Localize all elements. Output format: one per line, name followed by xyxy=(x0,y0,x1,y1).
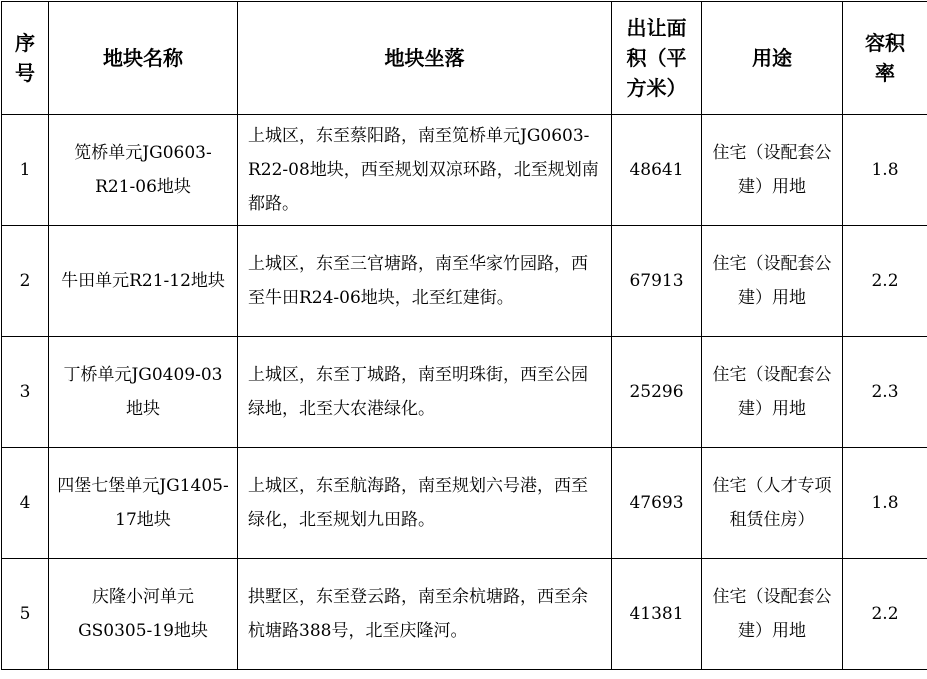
cell-name: 丁桥单元JG0409-03地块 xyxy=(49,337,238,448)
cell-far: 1.8 xyxy=(843,448,927,559)
land-parcel-table xyxy=(1,1,927,670)
table-row xyxy=(2,337,927,448)
header-use: 用途 xyxy=(702,2,843,115)
cell-name: 四堡七堡单元JG1405-17地块 xyxy=(49,448,238,559)
cell-use: 住宅（设配套公建）用地 xyxy=(702,559,843,670)
cell-use: 住宅（设配套公建）用地 xyxy=(702,115,843,226)
cell-location: 上城区，东至三官塘路，南至华家竹园路，西至牛田R24-06地块，北至红建街。 xyxy=(238,226,612,337)
cell-far: 2.3 xyxy=(843,337,927,448)
header-seq: 序号 xyxy=(2,2,49,115)
cell-use: 住宅（设配套公建）用地 xyxy=(702,337,843,448)
cell-name: 笕桥单元JG0603-R21-06地块 xyxy=(49,115,238,226)
cell-use: 住宅（人才专项租赁住房） xyxy=(702,448,843,559)
cell-seq: 5 xyxy=(2,559,49,670)
cell-seq: 2 xyxy=(2,226,49,337)
header-area: 出让面积（平方米） xyxy=(612,2,702,115)
cell-area: 41381 xyxy=(612,559,702,670)
cell-seq: 3 xyxy=(2,337,49,448)
cell-area: 25296 xyxy=(612,337,702,448)
header-name: 地块名称 xyxy=(49,2,238,115)
cell-location: 上城区，东至航海路，南至规划六号港，西至绿化，北至规划九田路。 xyxy=(238,448,612,559)
cell-area: 48641 xyxy=(612,115,702,226)
cell-name: 庆隆小河单元GS0305-19地块 xyxy=(49,559,238,670)
table-row xyxy=(2,559,927,670)
table-row xyxy=(2,115,927,226)
cell-area: 67913 xyxy=(612,226,702,337)
cell-seq: 1 xyxy=(2,115,49,226)
table-row xyxy=(2,226,927,337)
header-far: 容积率 xyxy=(843,2,927,115)
cell-seq: 4 xyxy=(2,448,49,559)
cell-far: 2.2 xyxy=(843,559,927,670)
cell-location: 拱墅区，东至登云路，南至余杭塘路，西至余杭塘路388号，北至庆隆河。 xyxy=(238,559,612,670)
header-location: 地块坐落 xyxy=(238,2,612,115)
header-row xyxy=(2,2,927,115)
cell-far: 2.2 xyxy=(843,226,927,337)
cell-location: 上城区，东至蔡阳路，南至笕桥单元JG0603-R22-08地块，西至规划双凉环路，北至规划南都路。 xyxy=(238,115,612,226)
cell-location: 上城区，东至丁城路，南至明珠街，西至公园绿地，北至大农港绿化。 xyxy=(238,337,612,448)
table-row xyxy=(2,448,927,559)
cell-area: 47693 xyxy=(612,448,702,559)
cell-use: 住宅（设配套公建）用地 xyxy=(702,226,843,337)
cell-far: 1.8 xyxy=(843,115,927,226)
cell-name: 牛田单元R21-12地块 xyxy=(49,226,238,337)
